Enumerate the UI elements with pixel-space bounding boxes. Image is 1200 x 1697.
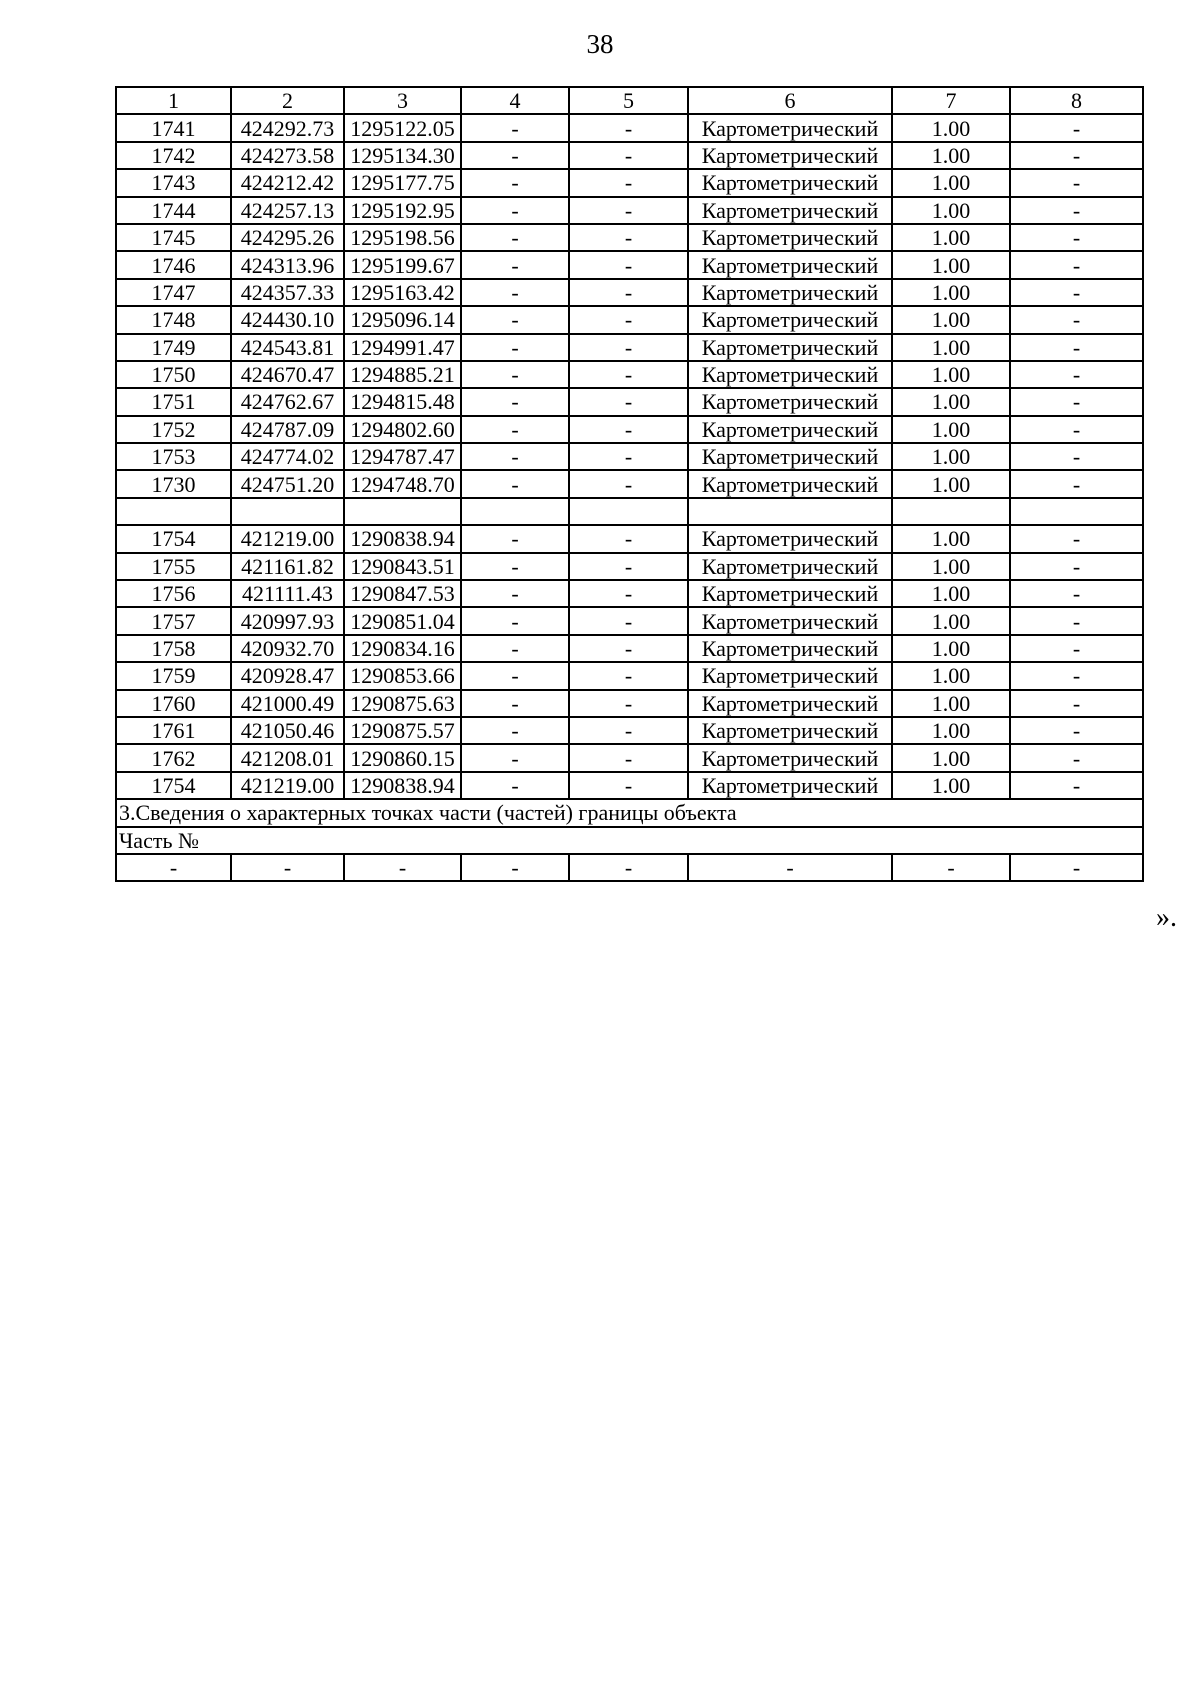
- table-cell: -: [1010, 416, 1143, 443]
- table-cell: -: [461, 690, 569, 717]
- table-cell: 424762.67: [231, 388, 344, 415]
- table-row: [116, 224, 1143, 251]
- table-cell: Картометрический: [688, 717, 892, 744]
- table-cell: -: [569, 416, 688, 443]
- table-cell: 1746: [116, 251, 231, 278]
- table-cell: 1753: [116, 443, 231, 470]
- table-cell: -: [1010, 690, 1143, 717]
- table-cell: Картометрический: [688, 251, 892, 278]
- table-cell: -: [569, 662, 688, 689]
- table-cell: 1759: [116, 662, 231, 689]
- table-cell: -: [461, 854, 569, 881]
- table-cell: 424543.81: [231, 334, 344, 361]
- table-cell: -: [344, 854, 461, 881]
- table-cell: -: [1010, 854, 1143, 881]
- table-cell: -: [569, 251, 688, 278]
- table-cell: -: [569, 690, 688, 717]
- table-cell: 1756: [116, 580, 231, 607]
- table-cell: [1010, 498, 1143, 525]
- table-cell: -: [1010, 306, 1143, 333]
- table-cell: 1743: [116, 169, 231, 196]
- table-cell: 1290843.51: [344, 553, 461, 580]
- column-numbers-row: [116, 87, 1143, 114]
- table-cell: 421208.01: [231, 744, 344, 771]
- table-cell: 1295163.42: [344, 279, 461, 306]
- table-cell: 1758: [116, 635, 231, 662]
- table-cell: 421111.43: [231, 580, 344, 607]
- table-cell: Картометрический: [688, 580, 892, 607]
- table-cell: -: [569, 224, 688, 251]
- table-cell: 1.00: [892, 334, 1010, 361]
- table-cell: -: [1010, 525, 1143, 552]
- table-cell: -: [1010, 142, 1143, 169]
- table-cell: -: [461, 169, 569, 196]
- table-cell: 1290853.66: [344, 662, 461, 689]
- table-cell: -: [569, 470, 688, 497]
- table-cell: -: [1010, 197, 1143, 224]
- table-cell: 1.00: [892, 224, 1010, 251]
- table-cell: Картометрический: [688, 169, 892, 196]
- table-cell: -: [461, 744, 569, 771]
- table-cell: 424670.47: [231, 361, 344, 388]
- table-cell: Картометрический: [688, 443, 892, 470]
- table-cell: 1.00: [892, 443, 1010, 470]
- table-cell: 1730: [116, 470, 231, 497]
- table-cell: -: [1010, 717, 1143, 744]
- table-cell: -: [1010, 388, 1143, 415]
- table-cell: 1750: [116, 361, 231, 388]
- table-cell: -: [1010, 607, 1143, 634]
- table-cell: -: [461, 114, 569, 141]
- table-cell: [569, 498, 688, 525]
- table-cell: -: [569, 388, 688, 415]
- table-cell: -: [569, 580, 688, 607]
- section-3-title-row: [116, 799, 1143, 826]
- table-cell: -: [461, 580, 569, 607]
- table-cell: 1290834.16: [344, 635, 461, 662]
- table-cell: 1.00: [892, 279, 1010, 306]
- table-cell: 1294991.47: [344, 334, 461, 361]
- table-row: [116, 744, 1143, 771]
- table-cell: 1295177.75: [344, 169, 461, 196]
- table-cell: 424212.42: [231, 169, 344, 196]
- table-cell: Картометрический: [688, 690, 892, 717]
- table-row: [116, 690, 1143, 717]
- table-cell: 1741: [116, 114, 231, 141]
- table-cell: 1761: [116, 717, 231, 744]
- table-cell: [116, 498, 231, 525]
- table-cell: 420928.47: [231, 662, 344, 689]
- table-cell: 1290838.94: [344, 525, 461, 552]
- table-cell: 420932.70: [231, 635, 344, 662]
- table-cell: -: [461, 388, 569, 415]
- table-cell: 1.00: [892, 635, 1010, 662]
- table-cell: 1295096.14: [344, 306, 461, 333]
- table-cell: Картометрический: [688, 224, 892, 251]
- table-cell: Картометрический: [688, 197, 892, 224]
- table-cell: 1: [116, 87, 231, 114]
- table-cell: -: [1010, 251, 1143, 278]
- table-cell: 1294815.48: [344, 388, 461, 415]
- section-3-title-row-cell: 3.Сведения о характерных точках части (частей) границы объекта: [116, 799, 1143, 826]
- table-cell: -: [569, 197, 688, 224]
- table-cell: -: [461, 525, 569, 552]
- part-number-row-cell: Часть №: [116, 827, 1143, 854]
- table-cell: 1295198.56: [344, 224, 461, 251]
- table-cell: 1.00: [892, 388, 1010, 415]
- table-cell: 1295192.95: [344, 197, 461, 224]
- table-row: [116, 142, 1143, 169]
- table-cell: 1.00: [892, 690, 1010, 717]
- table-cell: 4: [461, 87, 569, 114]
- table-cell: -: [231, 854, 344, 881]
- table-cell: 6: [688, 87, 892, 114]
- table-cell: 1755: [116, 553, 231, 580]
- table-cell: 1754: [116, 525, 231, 552]
- table-cell: -: [688, 854, 892, 881]
- table-cell: -: [1010, 580, 1143, 607]
- table-cell: -: [461, 607, 569, 634]
- part-number-row: [116, 827, 1143, 854]
- table-cell: 1.00: [892, 772, 1010, 799]
- table-row: [116, 772, 1143, 799]
- table-row: [116, 306, 1143, 333]
- table-cell: 424273.58: [231, 142, 344, 169]
- table-cell: -: [461, 416, 569, 443]
- table-row: [116, 662, 1143, 689]
- table-cell: 421219.00: [231, 525, 344, 552]
- table-row: [116, 388, 1143, 415]
- table-cell: -: [1010, 279, 1143, 306]
- table-cell: Картометрический: [688, 388, 892, 415]
- table-row: [116, 197, 1143, 224]
- table-cell: [688, 498, 892, 525]
- table-cell: -: [1010, 553, 1143, 580]
- table-row: [116, 279, 1143, 306]
- table-cell: -: [569, 334, 688, 361]
- table-cell: 1294787.47: [344, 443, 461, 470]
- table-cell: 1290875.63: [344, 690, 461, 717]
- table-cell: 1.00: [892, 717, 1010, 744]
- table-cell: -: [461, 772, 569, 799]
- table-cell: Картометрический: [688, 744, 892, 771]
- table-cell: 1754: [116, 772, 231, 799]
- table-cell: 1748: [116, 306, 231, 333]
- table-cell: 424787.09: [231, 416, 344, 443]
- table-cell: 3: [344, 87, 461, 114]
- table-row: [116, 169, 1143, 196]
- table-cell: 421050.46: [231, 717, 344, 744]
- table-row: [116, 553, 1143, 580]
- table-cell: -: [569, 635, 688, 662]
- table-cell: -: [1010, 169, 1143, 196]
- table-cell: -: [1010, 334, 1143, 361]
- table-cell: Картометрический: [688, 662, 892, 689]
- table-cell: -: [1010, 772, 1143, 799]
- table-cell: [344, 498, 461, 525]
- table-cell: -: [569, 607, 688, 634]
- table-cell: Картометрический: [688, 142, 892, 169]
- table-cell: 1751: [116, 388, 231, 415]
- table-cell: -: [569, 142, 688, 169]
- table-row: [116, 580, 1143, 607]
- table-cell: -: [461, 197, 569, 224]
- table-cell: 1290860.15: [344, 744, 461, 771]
- part-data-row: [116, 854, 1143, 881]
- table-cell: Картометрический: [688, 334, 892, 361]
- table-cell: Картометрический: [688, 470, 892, 497]
- table-cell: -: [1010, 443, 1143, 470]
- empty-separator-row: [116, 498, 1143, 525]
- table-cell: -: [569, 525, 688, 552]
- table-cell: 1290838.94: [344, 772, 461, 799]
- table-cell: 1744: [116, 197, 231, 224]
- table-cell: 1752: [116, 416, 231, 443]
- table-cell: [461, 498, 569, 525]
- table-cell: 1742: [116, 142, 231, 169]
- table-cell: 8: [1010, 87, 1143, 114]
- table-cell: 1747: [116, 279, 231, 306]
- page-number: 38: [586, 29, 614, 59]
- table-row: [116, 717, 1143, 744]
- table-cell: 2: [231, 87, 344, 114]
- closing-quote-mark: ».: [1156, 902, 1177, 933]
- table-cell: -: [569, 279, 688, 306]
- table-cell: 1294802.60: [344, 416, 461, 443]
- table-cell: 1.00: [892, 251, 1010, 278]
- table-cell: 1745: [116, 224, 231, 251]
- table-cell: Картометрический: [688, 553, 892, 580]
- table-row: [116, 251, 1143, 278]
- table-cell: 421000.49: [231, 690, 344, 717]
- table-cell: -: [116, 854, 231, 881]
- table-cell: -: [461, 334, 569, 361]
- table-cell: -: [461, 662, 569, 689]
- table-cell: 421161.82: [231, 553, 344, 580]
- table-cell: [231, 498, 344, 525]
- table-cell: -: [569, 772, 688, 799]
- table-cell: 421219.00: [231, 772, 344, 799]
- table-cell: 1757: [116, 607, 231, 634]
- table-cell: -: [1010, 361, 1143, 388]
- table-cell: 1762: [116, 744, 231, 771]
- table-cell: 1295122.05: [344, 114, 461, 141]
- table-cell: 424357.33: [231, 279, 344, 306]
- table-cell: -: [1010, 662, 1143, 689]
- table-cell: 1.00: [892, 416, 1010, 443]
- table-cell: 1290847.53: [344, 580, 461, 607]
- table-cell: Картометрический: [688, 525, 892, 552]
- table-cell: Картометрический: [688, 114, 892, 141]
- table-row: [116, 470, 1143, 497]
- table-cell: 424751.20: [231, 470, 344, 497]
- table-row: [116, 416, 1143, 443]
- table-cell: 7: [892, 87, 1010, 114]
- table-cell: Картометрический: [688, 635, 892, 662]
- table-cell: -: [1010, 635, 1143, 662]
- table-cell: 424257.13: [231, 197, 344, 224]
- table-cell: -: [569, 306, 688, 333]
- table-cell: -: [461, 251, 569, 278]
- table-cell: -: [461, 361, 569, 388]
- table-cell: 1290875.57: [344, 717, 461, 744]
- table-cell: Картометрический: [688, 279, 892, 306]
- table-cell: 1.00: [892, 662, 1010, 689]
- table-cell: -: [461, 306, 569, 333]
- table-cell: 1295199.67: [344, 251, 461, 278]
- table-cell: [892, 498, 1010, 525]
- table-cell: 1749: [116, 334, 231, 361]
- table-cell: -: [569, 169, 688, 196]
- table-row: [116, 114, 1143, 141]
- table-cell: -: [892, 854, 1010, 881]
- table-cell: 1290851.04: [344, 607, 461, 634]
- table-row: [116, 361, 1143, 388]
- table-cell: 1.00: [892, 553, 1010, 580]
- table-cell: -: [461, 635, 569, 662]
- table-row: [116, 334, 1143, 361]
- table-row: [116, 635, 1143, 662]
- table-cell: -: [461, 553, 569, 580]
- table-cell: -: [1010, 224, 1143, 251]
- table-cell: 5: [569, 87, 688, 114]
- table-cell: 1294748.70: [344, 470, 461, 497]
- table-cell: 1.00: [892, 470, 1010, 497]
- table-cell: -: [569, 744, 688, 771]
- table-cell: 1.00: [892, 525, 1010, 552]
- table-cell: -: [569, 114, 688, 141]
- table-cell: 1.00: [892, 607, 1010, 634]
- table-cell: Картометрический: [688, 361, 892, 388]
- table-cell: 424313.96: [231, 251, 344, 278]
- table-cell: 424774.02: [231, 443, 344, 470]
- table-cell: -: [569, 717, 688, 744]
- table-cell: Картометрический: [688, 416, 892, 443]
- table-cell: -: [569, 854, 688, 881]
- table-cell: -: [1010, 744, 1143, 771]
- table-cell: 1760: [116, 690, 231, 717]
- table-cell: Картометрический: [688, 772, 892, 799]
- table-cell: 1.00: [892, 306, 1010, 333]
- table-cell: 424292.73: [231, 114, 344, 141]
- table-cell: -: [569, 443, 688, 470]
- table-cell: 1.00: [892, 361, 1010, 388]
- table-cell: 1.00: [892, 169, 1010, 196]
- coordinates-table: [115, 86, 1144, 882]
- table-cell: -: [461, 470, 569, 497]
- table-cell: 1295134.30: [344, 142, 461, 169]
- coordinates-table-body: [116, 87, 1143, 881]
- table-cell: -: [1010, 114, 1143, 141]
- table-cell: -: [461, 224, 569, 251]
- table-cell: -: [461, 279, 569, 306]
- table-cell: 1.00: [892, 744, 1010, 771]
- table-cell: 420997.93: [231, 607, 344, 634]
- table-cell: 1.00: [892, 114, 1010, 141]
- table-cell: 1.00: [892, 142, 1010, 169]
- table-cell: -: [1010, 470, 1143, 497]
- table-cell: 424430.10: [231, 306, 344, 333]
- table-cell: -: [569, 361, 688, 388]
- table-cell: -: [461, 717, 569, 744]
- table-cell: -: [569, 553, 688, 580]
- table-row: [116, 525, 1143, 552]
- table-cell: Картометрический: [688, 306, 892, 333]
- table-cell: Картометрический: [688, 607, 892, 634]
- table-cell: 1294885.21: [344, 361, 461, 388]
- table-row: [116, 607, 1143, 634]
- table-row: [116, 443, 1143, 470]
- table-cell: 1.00: [892, 580, 1010, 607]
- table-cell: -: [461, 443, 569, 470]
- table-cell: 424295.26: [231, 224, 344, 251]
- table-cell: 1.00: [892, 197, 1010, 224]
- table-cell: -: [461, 142, 569, 169]
